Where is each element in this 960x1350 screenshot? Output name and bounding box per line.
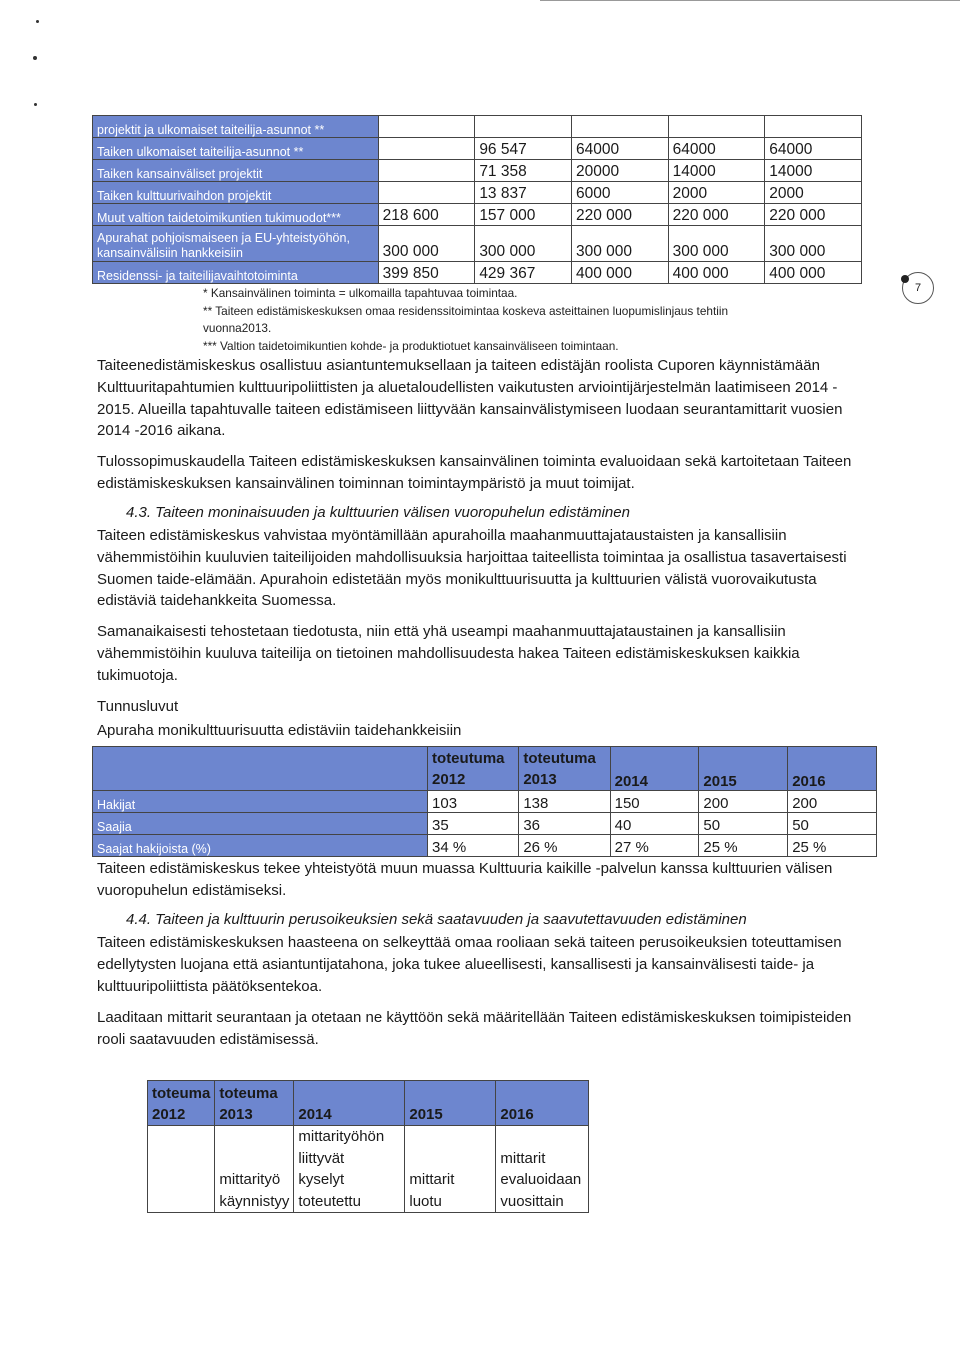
- table-cell: 36: [519, 813, 610, 835]
- table-cell: 103: [428, 791, 519, 813]
- table-cell: 429 367: [475, 262, 572, 284]
- row-label: Saajat hakijoista (%): [93, 835, 428, 857]
- table-row: [93, 182, 862, 204]
- table-cell: 27 %: [610, 835, 699, 857]
- table-cell: mittarit evaluoidaan vuosittain: [496, 1126, 589, 1213]
- table-cell: [378, 116, 475, 138]
- table-cell: 50: [699, 813, 788, 835]
- column-header: 2016: [496, 1081, 589, 1126]
- row-label: projektit ja ulkomaiset taiteilija-asunnot **: [93, 116, 379, 138]
- table-cell: 2000: [765, 182, 862, 204]
- table-row: [93, 813, 877, 835]
- table-cell: 25 %: [788, 835, 877, 857]
- footnote: ** Taiteen edistämiskeskuksen omaa residenssitoimintaa koskeva asteittainen luopumislinjaus tehtiin: [203, 304, 729, 318]
- paragraph: Tulossopimuskaudella Taiteen edistämiskeskuksen kansainvälinen toiminta evaluoidaan sekä kartoitetaan Taiteen edistämiskeskuksen kansainvälinen toiminnan toimintaympäristö ja muut toimijat.: [97, 453, 852, 492]
- table-cell: [765, 116, 862, 138]
- column-header: toteutuma 2013: [519, 747, 610, 791]
- page-dot-icon: [901, 275, 909, 283]
- table-cell: [93, 747, 428, 791]
- row-label: Muut valtion taidetoimikuntien tukimuodot***: [93, 204, 379, 226]
- footnote: vuonna2013.: [203, 321, 272, 335]
- paragraph: Laaditaan mittarit seurantaan ja otetaan ne käyttöön sekä määritellään Taiteen edistämiskeskuksen toimipisteiden rooli saatavuuden edistämisessä.: [97, 1009, 852, 1048]
- table-cell: 96 547: [475, 138, 572, 160]
- table-cell: 20000: [571, 160, 668, 182]
- table-row: [93, 116, 862, 138]
- table-cell: [378, 160, 475, 182]
- table-cell: 300 000: [571, 226, 668, 262]
- column-header: toteuma 2013: [215, 1081, 294, 1126]
- page-number: 7: [914, 282, 922, 294]
- table-row: [93, 226, 862, 262]
- table-cell: 400 000: [765, 262, 862, 284]
- table-cell: [148, 1126, 215, 1213]
- table-cell: 157 000: [475, 204, 572, 226]
- metrics-table: [147, 1080, 589, 1213]
- table-row: [93, 791, 877, 813]
- table-cell: mittarityöhön liittyvät kyselyt toteutettu: [294, 1126, 405, 1213]
- column-header: 2015: [699, 747, 788, 791]
- scan-speck: [36, 20, 39, 23]
- table-cell: 218 600: [378, 204, 475, 226]
- column-header: 2014: [610, 747, 699, 791]
- table-cell: 2000: [668, 182, 765, 204]
- row-label: Residenssi- ja taiteilijavaihtotoiminta: [93, 262, 379, 284]
- table-cell: 64000: [571, 138, 668, 160]
- table-cell: 300 000: [475, 226, 572, 262]
- table-cell: 40: [610, 813, 699, 835]
- paragraph: Taiteen edistämiskeskus tekee yhteistyötä muun muassa Kulttuuria kaikille -palvelun kanssa kulttuurien välisen vuoropuhelun edistämiseksi.: [97, 860, 833, 899]
- row-label: Saajia: [93, 813, 428, 835]
- table-cell: 34 %: [428, 835, 519, 857]
- table-cell: 220 000: [668, 204, 765, 226]
- table-cell: 26 %: [519, 835, 610, 857]
- table-cell: 25 %: [699, 835, 788, 857]
- page-number-badge: [902, 272, 934, 304]
- table-row: [93, 138, 862, 160]
- paragraph: Taiteen edistämiskeskuksen haasteena on selkeyttää omaa rooliaan sekä taiteen perusoikeuksien toteuttamisen edellytysten luojana että asiantuntijatahona, joka tukee alueellisesti, kansallisesti ja kansainvälisesti taide- ja kulttuuripoliittista päätöksentekoa.: [97, 934, 842, 995]
- column-header: 2014: [294, 1081, 405, 1126]
- paragraph: Samanaikaisesti tehostetaan tiedotusta, niin että yhä useampi maahanmuuttajataustainen ja kansallisiin vähemmistöihin kuuluva taiteilija on tietoinen mahdollisuudesta hakea Taiteen edistämiskeskuksen kaikkia tukimuotoja.: [97, 623, 800, 684]
- table-cell: 300 000: [378, 226, 475, 262]
- scan-speck: [34, 103, 37, 106]
- column-header: 2016: [788, 747, 877, 791]
- footnote: *** Valtion taidetoimikuntien kohde- ja produktiotuet kansainväliseen toimintaan.: [203, 339, 619, 353]
- table-cell: 300 000: [668, 226, 765, 262]
- table-cell: 300 000: [765, 226, 862, 262]
- footnote: * Kansainvälinen toiminta = ulkomailla tapahtuvaa toimintaa.: [203, 286, 518, 300]
- table-header-row: [93, 747, 877, 791]
- row-label: Hakijat: [93, 791, 428, 813]
- table-row: [93, 835, 877, 857]
- top-rule: [540, 0, 960, 1]
- table-row: [148, 1126, 589, 1213]
- table-cell: 50: [788, 813, 877, 835]
- table-cell: 64000: [668, 138, 765, 160]
- table-cell: 150: [610, 791, 699, 813]
- budget-table: [92, 115, 862, 284]
- table-cell: [378, 182, 475, 204]
- column-header: toteuma 2012: [148, 1081, 215, 1126]
- row-label: Taiken kansainväliset projektit: [93, 160, 379, 182]
- table-cell: 6000: [571, 182, 668, 204]
- table-cell: 14000: [765, 160, 862, 182]
- table-cell: 71 358: [475, 160, 572, 182]
- table-cell: 400 000: [668, 262, 765, 284]
- table-row: [93, 204, 862, 226]
- table-cell: 400 000: [571, 262, 668, 284]
- table-cell: [668, 116, 765, 138]
- row-label: Taiken ulkomaiset taiteilija-asunnot **: [93, 138, 379, 160]
- table-cell: 64000: [765, 138, 862, 160]
- table-cell: 200: [699, 791, 788, 813]
- scan-speck: [33, 56, 37, 60]
- table-cell: [571, 116, 668, 138]
- table-caption: Apuraha monikulttuurisuutta edistäviin taidehankkeisiin: [97, 722, 462, 739]
- table-cell: 220 000: [571, 204, 668, 226]
- table-header-row: [148, 1081, 589, 1126]
- table-cell: 14000: [668, 160, 765, 182]
- table-cell: mittarityö käynnistyy: [215, 1126, 294, 1213]
- row-label: Apurahat pohjoismaiseen ja EU-yhteistyöhön, kansainvälisiin hankkeisiin: [93, 226, 379, 262]
- paragraph: Taiteen edistämiskeskus vahvistaa myöntämillään apurahoilla maahanmuuttajataustaisten ja kansallisiin vähemmistöihin kuuluvien taiteilijoiden mahdollisuuksia harjoittaa taiteellista toimintaa ja osallistua tasavertaisesti Suomen taide-elämään. Apurahoin edistetään myös monikulttuurisuutta ja kulttuurien välistä vuorovaikutusta edistäviä taidehankkeita Suomessa.: [97, 527, 847, 610]
- column-header: toteutuma 2012: [428, 747, 519, 791]
- table-cell: 200: [788, 791, 877, 813]
- table-row: [93, 160, 862, 182]
- table-cell: 399 850: [378, 262, 475, 284]
- column-header: 2015: [405, 1081, 496, 1126]
- table-cell: 13 837: [475, 182, 572, 204]
- table-cell: 220 000: [765, 204, 862, 226]
- table-row: [93, 262, 862, 284]
- row-label: Taiken kulttuurivaihdon projektit: [93, 182, 379, 204]
- table-cell: 138: [519, 791, 610, 813]
- grant-stats-table: [92, 746, 877, 857]
- table-cell: [378, 138, 475, 160]
- section-heading: 4.3. Taiteen moninaisuuden ja kulttuurien välisen vuoropuhelun edistäminen: [126, 504, 630, 521]
- section-heading: 4.4. Taiteen ja kulttuurin perusoikeuksien sekä saatavuuden ja saavutettavuuden edistäminen: [126, 911, 747, 928]
- table-cell: mittarit luotu: [405, 1126, 496, 1213]
- table-cell: [475, 116, 572, 138]
- subheading: Tunnusluvut: [97, 698, 179, 715]
- paragraph: Taiteenedistämiskeskus osallistuu asiantuntemuksellaan ja taiteen edistäjän roolista Cuporen käynnistämään Kulttuuritapahtumien kulttuuripoliittisten ja aluetaloudellisten vaikutusten arviointijärjestelmän laatimiseen 2014 - 2015. Alueilla tapahtuvalle taiteen edistämiseen liittyvään kansainvälistymiseen luodaan seurantamittarit vuosien 2014 -2016 aikana.: [97, 357, 843, 440]
- table-cell: 35: [428, 813, 519, 835]
